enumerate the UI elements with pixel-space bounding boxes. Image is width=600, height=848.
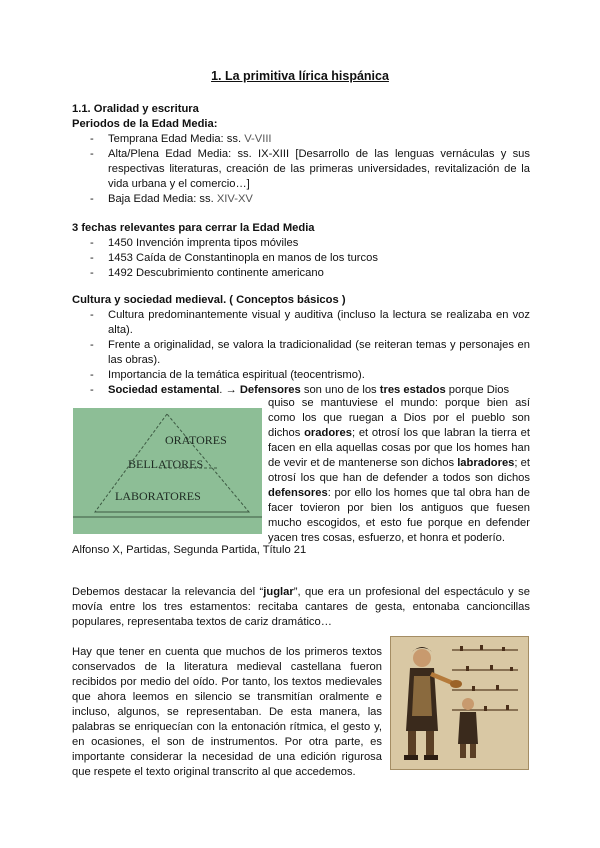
page-title: 1. La primitiva lírica hispánica [211, 69, 389, 83]
list-item: - Baja Edad Media: ss. XIV-XV [72, 192, 530, 207]
concepts-list [72, 308, 530, 398]
list-item: - 1492 Descubrimiento continente americano [72, 266, 530, 281]
juglar-paragraph: Debemos destacar la relevancia del “juglar”, que era un profesional del espectáculo y se movía entre los tres estamentos: recitaba cantares de gesta, entonaba cancioncillas populares, representaba textos de cariz dramático… [72, 586, 530, 628]
diagram-background [73, 408, 262, 534]
periods-list [72, 132, 530, 207]
list-item: - 1450 Invención imprenta tipos móviles [72, 236, 530, 251]
section-heading: Cultura y sociedad medieval. ( Conceptos básicos ) [72, 294, 346, 306]
citation: Alfonso X, Partidas, Segunda Partida, Título 21 [72, 544, 307, 556]
section-fechas [72, 221, 530, 281]
list-item: - 1453 Caída de Constantinopla en manos de los turcos [72, 251, 530, 266]
dates-list [72, 236, 530, 281]
juglar-manuscript-image [390, 636, 529, 770]
section-heading: 1.1. Oralidad y escritura [72, 103, 199, 115]
oral-paragraph: Hay que tener en cuenta que muchos de los primeros textos conservados de la literatura medieval castellana fueron recibidos por medio del oído. Por tanto, los textos medievales que ahora leemos en silencio se transmitían oralmente e incluso, algunos, se representaban. De esta manera, las palabras se enriquecían con la entonación rítmica, el gesto y, en ocasiones, el son de instrumentos. Por otra parte, es importante considerar la necesidad de una edición rigurosa que respete el texto original transcrito al que accedemos. [72, 646, 382, 778]
list-item: - Cultura predominantemente visual y auditiva (incluso la lectura se realizaba en voz alta). [72, 308, 530, 338]
section-heading: 3 fechas relevantes para cerrar la Edad Media [72, 222, 315, 234]
list-item: - Temprana Edad Media: ss. V-VIII [72, 132, 530, 147]
list-item-estamental: - Sociedad estamental. → Defensores son uno de los tres estados porque Dios [72, 383, 530, 398]
section-oralidad [72, 102, 530, 207]
list-item: - Importancia de la temática espiritual (teocentrismo). [72, 368, 530, 383]
diagram-label-laboratores: LABORATORES [115, 489, 201, 503]
diagram-label-oratores: ORATORES [165, 433, 227, 447]
section-cultura [72, 293, 530, 398]
list-item: - Frente a originalidad, se valora la tradicionalidad (se reiteran temas y personajes en las obras). [72, 338, 530, 368]
estates-diagram [73, 408, 262, 534]
estamental-quote: quiso se mantuviese el mundo: porque bien así como los que ruegan a Dios por el pueblo son dichos oradores; et otrosí los que labran la tierra et facen en ella aquellas cosas por que los homes han de vevir et de mantenerse son dichos labradores; et otrosí los que han de defender a todos son dichos defensores: por ello los homes que tal obra han de facer tovieron por bien los antiguos que fuesen mucho escogidos, et esto fue porque en defender yacen tres cosas, esfuerzo, et honra et poderío. [268, 397, 530, 544]
section-subheading: Periodos de la Edad Media: [72, 118, 218, 130]
diagram-label-bellatores: BELLATORES [128, 457, 204, 471]
list-item: - Alta/Plena Edad Media: ss. IX-XIII [Desarrollo de las lenguas vernáculas y sus respectivas literaturas, creación de las primeras universidades, revitalización de la vida urbana y el comercio…] [72, 147, 530, 192]
